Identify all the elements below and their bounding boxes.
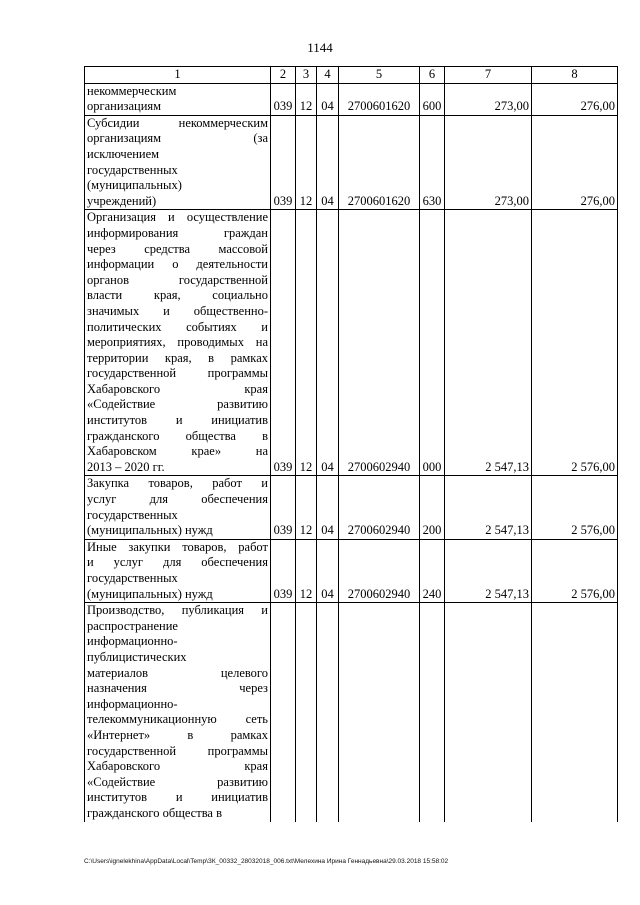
amount-year-2: 2 576,00 [532, 476, 618, 539]
description-line: Организация и осуществление [87, 210, 268, 225]
description-line: Хабаровского края [87, 381, 268, 396]
target-article-code [339, 603, 420, 822]
section-code: 12 [296, 115, 317, 210]
description-line: территории края, в рамках [87, 350, 268, 365]
amount-year-1: 2 547,13 [445, 476, 532, 539]
description-line: информирования граждан [87, 225, 268, 240]
description-line: и услуг для обеспечения [87, 555, 268, 570]
amount-year-2 [532, 603, 618, 822]
section-code: 12 [296, 476, 317, 539]
target-article-code: 2700601620 [339, 115, 420, 210]
description-line: значимых и общественно- [87, 303, 268, 318]
section-code [296, 603, 317, 822]
description-line: Иные закупки товаров, работ [87, 539, 268, 554]
description-line: «Содействие развитию [87, 774, 268, 789]
amount-year-1: 2 547,13 [445, 210, 532, 476]
table-row [85, 210, 618, 476]
header-cell: 7 [445, 67, 532, 84]
page-number: 1144 [307, 40, 333, 55]
expense-type-code: 000 [420, 210, 445, 476]
target-article-code: 2700602940 [339, 476, 420, 539]
row-description [85, 603, 271, 822]
ministry-code [271, 603, 296, 822]
table-row [85, 83, 618, 115]
description-line: публицистических [87, 649, 187, 664]
description-line: государственной программы [87, 743, 268, 758]
description-line: Закупка товаров, работ и [87, 476, 268, 491]
target-article-code: 2700602940 [339, 539, 420, 602]
header-cell: 4 [317, 67, 339, 84]
table-row [85, 115, 618, 210]
description-line: гражданского общества в [87, 428, 268, 443]
header-cell: 3 [296, 67, 317, 84]
amount-year-2: 276,00 [532, 115, 618, 210]
section-code: 12 [296, 539, 317, 602]
description-line: Субсидии некоммерческим [87, 115, 268, 130]
row-description [85, 476, 271, 539]
description-line: назначения через [87, 681, 268, 696]
description-line: государственных [87, 507, 178, 522]
header-cell: 5 [339, 67, 420, 84]
subsection-code: 04 [317, 83, 339, 115]
description-line: организациям [87, 99, 162, 114]
description-line: мероприятиях, проводимых на [87, 335, 268, 350]
target-article-code: 2700602940 [339, 210, 420, 476]
subsection-code: 04 [317, 115, 339, 210]
description-line: Хабаровского края [87, 759, 268, 774]
description-line: Производство, публикация и [87, 603, 268, 618]
amount-year-2: 2 576,00 [532, 539, 618, 602]
row-description [85, 210, 271, 476]
amount-year-1: 273,00 [445, 115, 532, 210]
description-line: услуг для обеспечения [87, 492, 268, 507]
description-line: власти края, социально [87, 288, 268, 303]
header-cell: 1 [85, 67, 271, 84]
row-description [85, 115, 271, 210]
budget-table [84, 66, 618, 822]
expense-type-code [420, 603, 445, 822]
table-row [85, 476, 618, 539]
table-row [85, 539, 618, 602]
description-line: через средства массовой [87, 241, 268, 256]
ministry-code: 039 [271, 476, 296, 539]
target-article-code: 2700601620 [339, 83, 420, 115]
description-line: государственных [87, 571, 178, 585]
description-line: институтов и инициатив [87, 413, 268, 428]
description-line: политических событиях и [87, 319, 268, 334]
description-line: исключением [87, 146, 160, 161]
description-line: (муниципальных) [87, 178, 182, 193]
description-line: организациям (за [87, 131, 268, 146]
header-cell: 8 [532, 67, 618, 84]
expense-type-code: 600 [420, 83, 445, 115]
description-line: Хабаровском крае» на [87, 444, 268, 459]
description-line: гражданского общества в [87, 805, 223, 820]
description-line: «Интернет» в рамках [87, 727, 268, 742]
table-header-row [85, 67, 618, 84]
description-line: информационно- [87, 696, 178, 711]
description-line: распространение [87, 618, 178, 633]
description-line: (муниципальных) нужд [87, 586, 213, 601]
expense-type-code: 630 [420, 115, 445, 210]
description-line: «Содействие развитию [87, 397, 268, 412]
file-path-footer: C:\Users\ignelekhina\AppData\Local\Temp\ЗК_00332_28032018_006.txt\Мелехина Ирина Геннадьевна\29.03.2018 15:58:02 [84, 858, 449, 865]
description-line: телекоммуникационную сеть [87, 712, 268, 727]
description-line: информационно- [87, 634, 178, 649]
table-row [85, 603, 618, 822]
row-description [85, 83, 271, 115]
ministry-code: 039 [271, 539, 296, 602]
expense-type-code: 240 [420, 539, 445, 602]
section-code: 12 [296, 210, 317, 476]
subsection-code: 04 [317, 476, 339, 539]
amount-year-1: 2 547,13 [445, 539, 532, 602]
description-line: государственной программы [87, 366, 268, 381]
header-cell: 2 [271, 67, 296, 84]
description-line: материалов целевого [87, 665, 268, 680]
section-code: 12 [296, 83, 317, 115]
subsection-code [317, 603, 339, 822]
description-line: некоммерческим [87, 83, 177, 98]
ministry-code: 039 [271, 115, 296, 210]
description-line: учреждений) [87, 193, 157, 208]
description-line: институтов и инициатив [87, 790, 268, 805]
header-cell: 6 [420, 67, 445, 84]
amount-year-1 [445, 603, 532, 822]
amount-year-2: 2 576,00 [532, 210, 618, 476]
subsection-code: 04 [317, 539, 339, 602]
subsection-code: 04 [317, 210, 339, 476]
description-line: информации о деятельности [87, 257, 268, 272]
description-line: государственных [87, 162, 178, 177]
amount-year-1: 273,00 [445, 83, 532, 115]
amount-year-2: 276,00 [532, 83, 618, 115]
description-line: 2013 – 2020 гг. [87, 459, 165, 474]
row-description [85, 539, 271, 602]
description-line: (муниципальных) нужд [87, 523, 213, 538]
ministry-code: 039 [271, 83, 296, 115]
ministry-code: 039 [271, 210, 296, 476]
expense-type-code: 200 [420, 476, 445, 539]
description-line: органов государственной [87, 272, 268, 287]
